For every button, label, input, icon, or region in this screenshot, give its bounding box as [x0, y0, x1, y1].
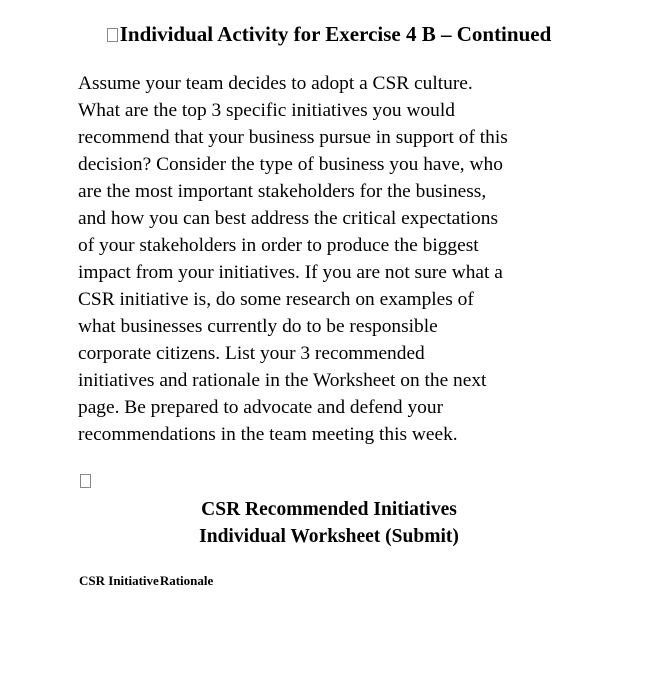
- paragraph-line: are the most important stakeholders for the business,: [78, 181, 487, 202]
- page-heading: [0, 22, 658, 47]
- empty-box-icon: [107, 28, 118, 42]
- paragraph-line: recommend that your business pursue in support of this: [78, 127, 508, 148]
- heading-text: Individual Activity for Exercise 4 B – Continued: [119, 22, 552, 46]
- paragraph-line: impact from your initiatives. If you are not sure what a: [78, 262, 503, 283]
- paragraph-line: initiatives and rationale in the Worksheet on the next: [78, 370, 487, 391]
- worksheet-title-line-1: CSR Recommended Initiatives: [201, 499, 457, 520]
- paragraph-line: What are the top 3 specific initiatives you would: [78, 100, 455, 121]
- worksheet-column-headers: [79, 573, 213, 589]
- paragraph-line: of your stakeholders in order to produce the biggest: [78, 235, 479, 256]
- paragraph-line: page. Be prepared to advocate and defend your: [78, 397, 444, 418]
- paragraph-line: recommendations in the team meeting this week.: [78, 424, 458, 445]
- worksheet-title-line-2: Individual Worksheet (Submit): [199, 526, 459, 547]
- paragraph-line: and how you can best address the critical expectations: [78, 208, 498, 229]
- empty-box-icon: [80, 474, 91, 488]
- paragraph-line: what businesses currently do to be responsible: [78, 316, 438, 337]
- instructions-paragraph: [78, 70, 598, 448]
- column-header-rationale: Rationale: [159, 573, 214, 588]
- worksheet-title: [0, 496, 658, 550]
- paragraph-line: corporate citizens. List your 3 recommended: [78, 343, 425, 364]
- paragraph-line: decision? Consider the type of business you have, who: [78, 154, 503, 175]
- column-header-initiative: CSR Initiative: [79, 573, 159, 588]
- paragraph-line: CSR initiative is, do some research on examples of: [78, 289, 474, 310]
- paragraph-line: Assume your team decides to adopt a CSR culture.: [78, 73, 473, 94]
